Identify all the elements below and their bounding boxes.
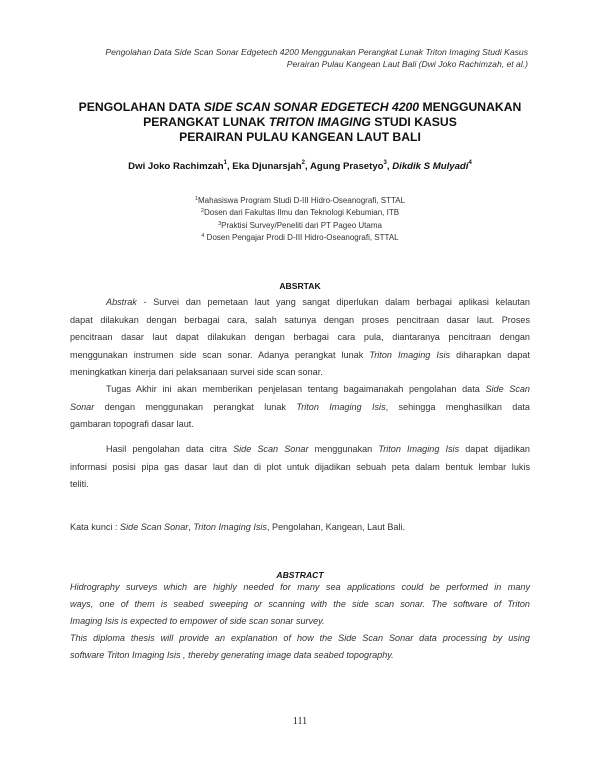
author-sup: 1 (223, 160, 227, 166)
text-line: teliti. (70, 479, 89, 490)
text-run: , sehingga menghasilkan data (385, 401, 530, 412)
affiliation-number: 4 (201, 233, 205, 240)
text-run-italic: Sonar (70, 401, 95, 412)
title-line-1 (70, 100, 530, 115)
text-line (70, 441, 530, 459)
running-head-line-1: Pengolahan Data Side Scan Sonar Edgetech 4200 Menggunakan Perangkat Lunak Triton Imaging Studi Kasus (105, 47, 528, 57)
abstrak-heading: ABSRTAK (279, 281, 321, 291)
affiliation-text: Dosen Pengajar Prodi D-III Hidro-Oseanografi, STTAL (204, 233, 399, 243)
author-list: Dwi Joko Rachimzah$^1$, Eka Djunarsjah$^2$, Agung Prasetyo$^3$, Dikdik S Mulyadi$^4$ (128, 160, 472, 172)
running-head-line-2: Perairan Pulau Kangean Laut Bali (Dwi Joko Rachimzah, et al.) (286, 59, 528, 69)
keyword-separator: , (188, 522, 194, 532)
text-line (70, 294, 530, 312)
abstract-heading: ABSTRACT (276, 570, 324, 580)
author-name: Dwi Joko Rachimzah (128, 161, 224, 172)
text-line: ways, one of them is seabed sweeping or scanning with the side scan sonar. The software of Triton (70, 599, 530, 609)
text-line: This diploma thesis will provide an explanation of how the Side Scan Sonar data processing by using (70, 633, 530, 643)
text-line: meningkatkan kinerja dari pelaksanaan survei side scan sonar. (70, 367, 323, 378)
author-name: Dikdik S Mulyadi (392, 161, 469, 172)
author-name: Eka Djunarsjah (232, 161, 302, 172)
affiliation-number: 1 (194, 196, 198, 202)
affiliation-number: 3 (218, 220, 222, 227)
running-head (58, 46, 528, 70)
title-part: PERANGKAT LUNAK (143, 115, 269, 129)
affiliation (60, 231, 540, 243)
abstrak-paragraph-1 (70, 294, 530, 382)
text-run-italic: Triton Imaging Isis (369, 349, 451, 360)
affiliation (60, 194, 540, 206)
title-part: PENGOLAHAN DATA (78, 100, 204, 114)
text-run: menggunakan instrumen side scan sonar. Adanya perangkat lunak (70, 349, 370, 360)
abstrak-paragraph-2 (70, 381, 530, 434)
author-sup: 4 (468, 160, 472, 166)
affiliation-text: Mahasiswa Program Studi D-III Hidro-Oseanografi, STTAL (198, 196, 406, 205)
abstrak-paragraph-3 (70, 441, 530, 494)
text-run-italic: Side Scan (485, 384, 530, 394)
title-line-3: PERAIRAN PULAU KANGEAN LAUT BALI (179, 130, 421, 144)
text-line: informasi posisi pipa gas dasar laut dan di plot untuk dijadikan sebuah peta dalam bentuk lembar lukis (70, 461, 530, 472)
title-part-italic: TRITON IMAGING (268, 115, 371, 129)
keyword-italic: Side Scan Sonar (120, 522, 189, 532)
text-line: Imaging Isis is expected to empower of side scan sonar survey. (70, 616, 325, 626)
text-line (70, 399, 530, 417)
affiliations (60, 194, 540, 244)
text-run: dapat dijadikan (459, 444, 530, 454)
affiliation (60, 206, 540, 218)
text-line: gambaran topografi dasar laut. (70, 419, 194, 430)
text-run: Hasil pengolahan data citra (106, 444, 234, 454)
keywords-rest: , Pengolahan, Kangean, Laut Bali. (266, 522, 406, 532)
author-sup: 3 (383, 160, 387, 166)
title-part: MENGGUNAKAN (419, 100, 522, 114)
text-line: Hidrography surveys which are highly needed for many sea applications could be performed in many (70, 582, 530, 592)
abstrak-lead: Abstrak (106, 297, 137, 307)
text-line: dapat dilakukan dengan berbagai cara, salah satunya dengan proses pencitraan dasar laut. Proses (70, 314, 530, 325)
keywords (70, 522, 530, 532)
keyword-italic: Triton Imaging Isis (193, 522, 267, 532)
text-run-italic: Triton Imaging Isis (296, 401, 386, 412)
text-run: dengan menggunakan perangkat lunak (94, 401, 297, 412)
affiliation-text: Praktisi Survey/Peneliti dari PT Pageo Utama (221, 220, 382, 230)
text-run: Tugas Akhir ini akan memberikan penjelasan tentang bagaimanakah pengolahan data (106, 384, 486, 394)
title-line-2 (70, 115, 530, 130)
affiliation-text: Dosen dari Fakultas Ilmu dan Teknologi Kebumian, ITB (203, 208, 400, 218)
affiliation (60, 219, 540, 231)
text-line: pencitraan dasar laut dapat dilakukan dengan berbagai cara pula, diantaranya pencitraan dengan (70, 332, 530, 343)
abstract-english (70, 579, 530, 664)
text-run-italic: Triton Imaging Isis (378, 444, 460, 454)
text-line: software Triton Imaging Isis , thereby generating image data seabed topography. (70, 650, 394, 660)
text-run: diharapkan dapat (450, 349, 530, 360)
text-run-italic: Side Scan Sonar (233, 444, 309, 454)
keywords-label: Kata kunci : (70, 522, 121, 532)
text-line (70, 381, 530, 399)
title-part: STUDI KASUS (370, 115, 457, 129)
affiliation-number: 2 (200, 208, 204, 215)
text-line (70, 347, 530, 365)
title-part-italic: SIDE SCAN SONAR EDGETECH 4200 (203, 100, 420, 114)
text-run: - Survei dan pemetaan laut yang sangat diperlukan dalam berbagai aplikasi kelautan (136, 297, 530, 307)
author-name: Agung Prasetyo (309, 161, 384, 172)
text-run: menggunakan (308, 444, 379, 454)
author-sup: 2 (301, 160, 305, 166)
paper-title (70, 100, 530, 145)
page-number: 111 (292, 716, 308, 727)
